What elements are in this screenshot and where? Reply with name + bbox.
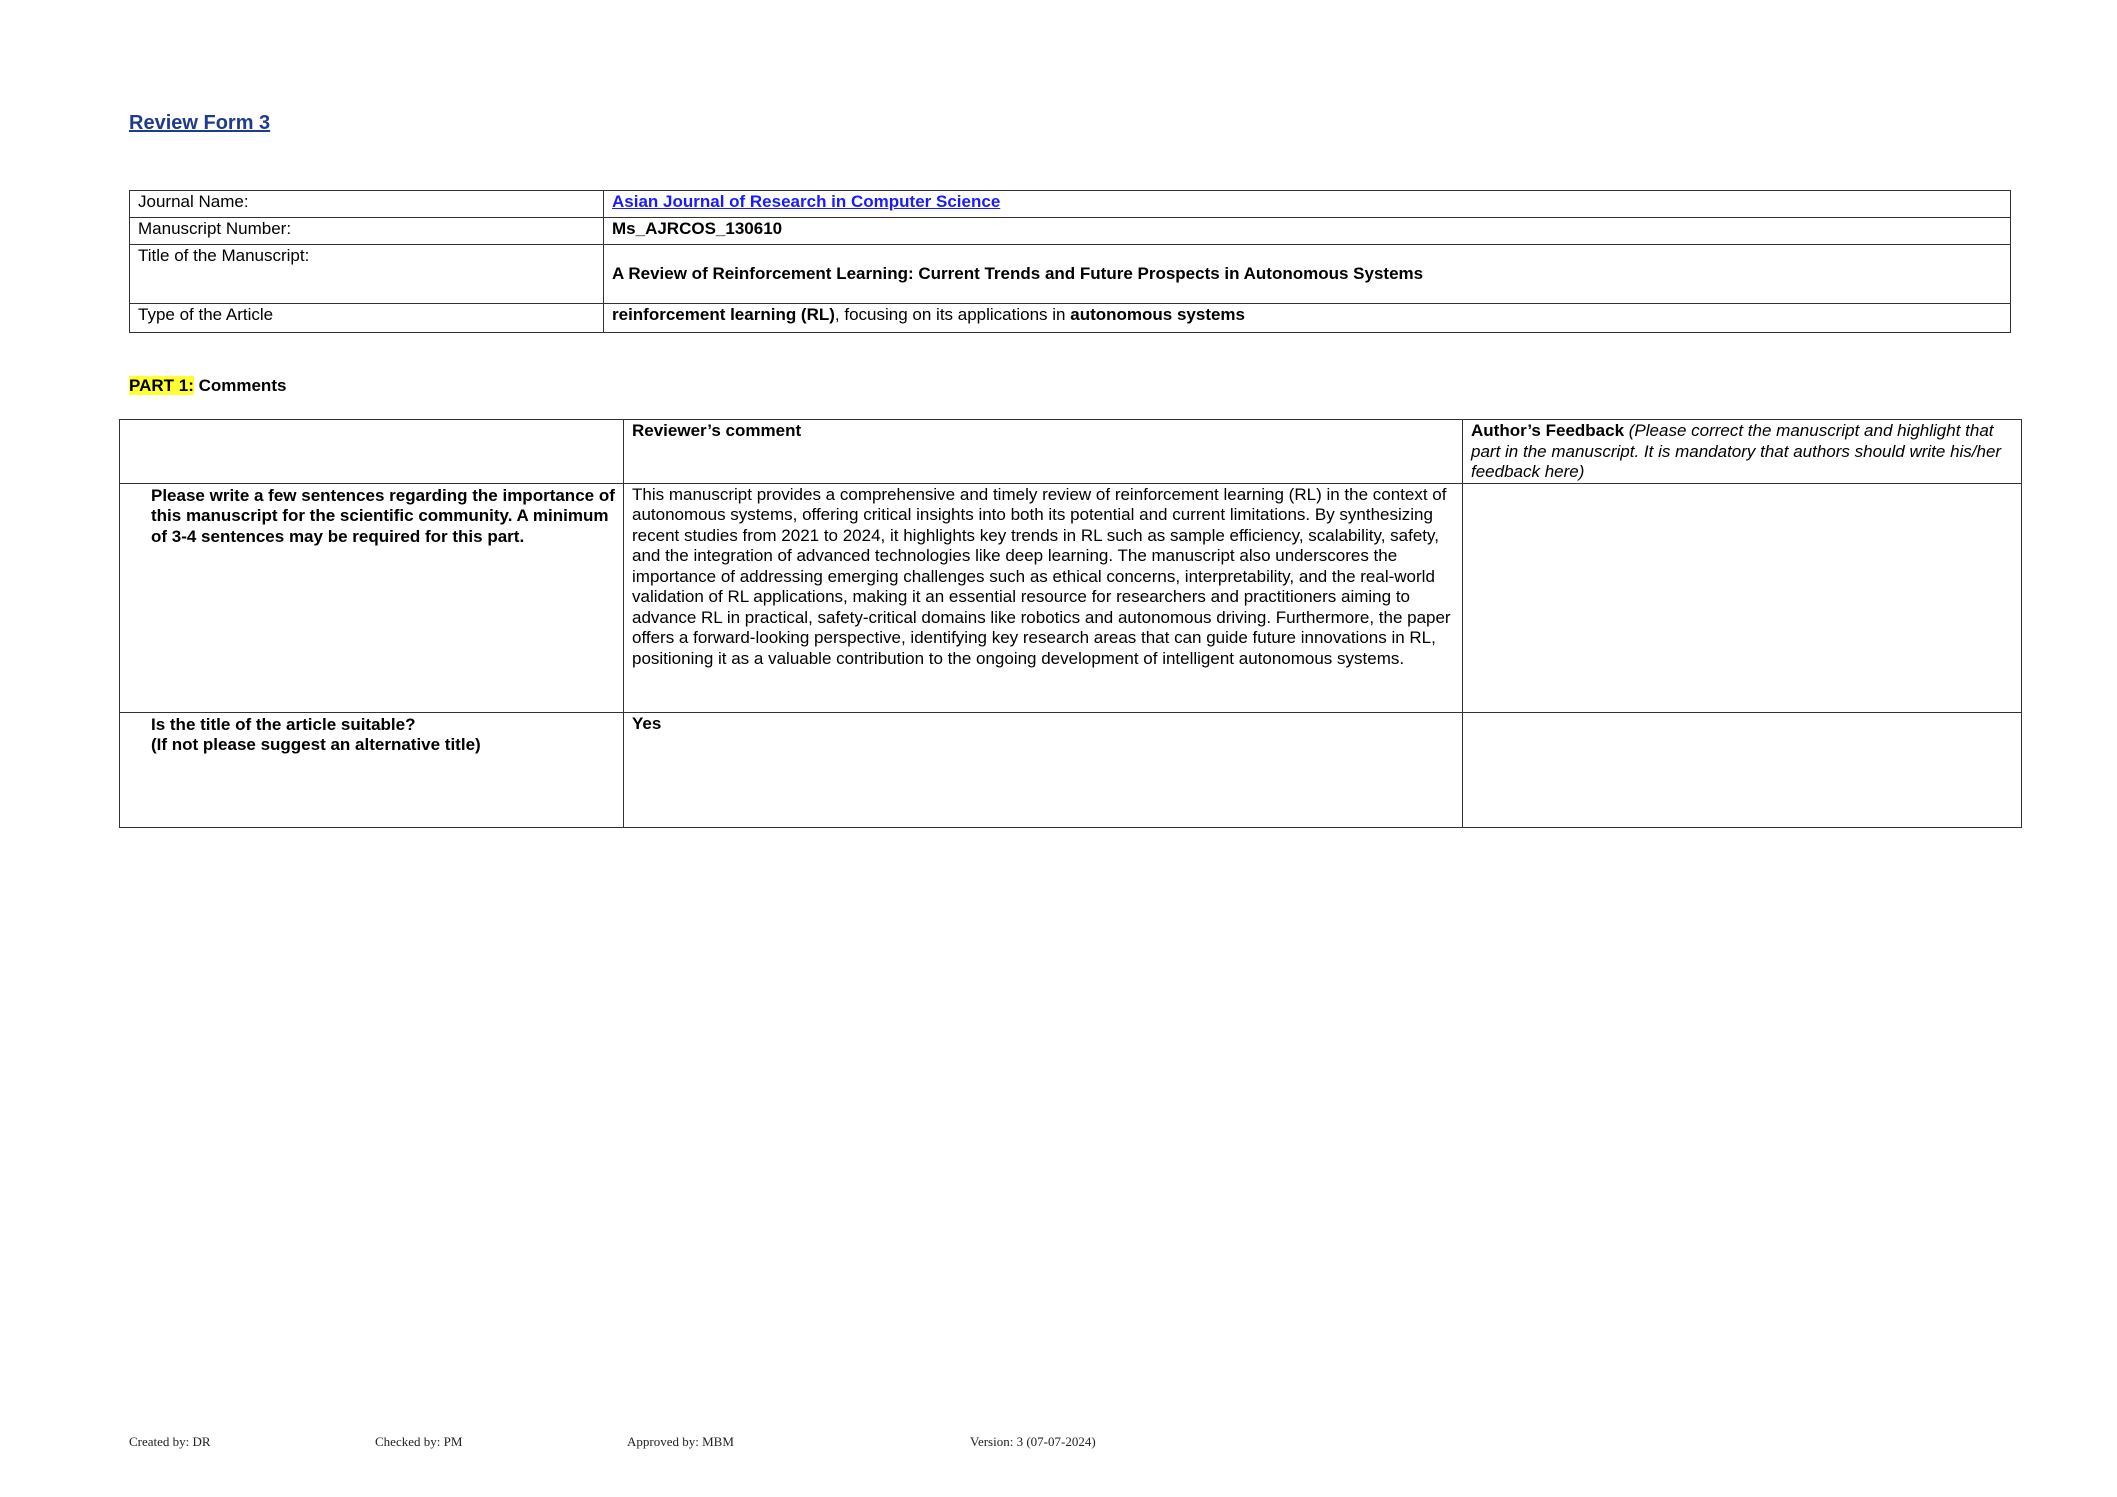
title-question-line2: (If not please suggest an alternative title) — [151, 735, 481, 754]
author-feedback-header-instructions: (Please correct the manuscript and highlight that part in the manuscript. It is mandatory that authors should write his/her feedback here) — [1471, 421, 2002, 481]
part1-highlight: PART 1: — [129, 376, 194, 395]
manuscript-title-label: Title of the Manuscript: — [130, 245, 604, 304]
form-title: Review Form 3 — [129, 112, 271, 134]
comments-header-row — [120, 420, 2022, 484]
journal-link[interactable]: Asian Journal of Research in Computer Science — [612, 192, 1001, 211]
manuscript-number-label: Manuscript Number: — [130, 218, 604, 245]
author-feedback-header-bold: Author’s Feedback — [1471, 421, 1625, 440]
importance-comment: This manuscript provides a comprehensive and timely review of reinforcement learning (RL) in the context of autonomous systems, offering critical insights into both its potential and current limitations. By synthesizing recent studies from 2021 to 2024, it highlights key trends in RL such as sample efficiency, scalability, safety, and the integration of advanced technologies like deep learning. The manuscript also underscores the importance of addressing emerging challenges such as ethical concerns, interpretability, and the real-world validation of RL applications, making it an essential resource for researchers and practitioners aiming to advance RL in practical, safety-critical domains like robotics and autonomous driving. Furthermore, the paper offers a forward-looking perspective, identifying key research areas that can guide future innovations in RL, positioning it as a valuable contribution to the ongoing development of intelligent autonomous systems. — [624, 483, 1463, 712]
footer-checked: Checked by: PM — [375, 1434, 463, 1449]
manuscript-number-row — [130, 218, 2011, 245]
importance-feedback[interactable] — [1463, 483, 2022, 712]
manuscript-title-value: A Review of Reinforcement Learning: Current Trends and Future Prospects in Autonomous Systems — [604, 245, 2011, 304]
footer-approved: Approved by: MBM — [627, 1434, 734, 1449]
part1-heading — [129, 376, 286, 396]
manuscript-info-table — [129, 190, 2011, 333]
manuscript-number-value: Ms_AJRCOS_130610 — [604, 218, 2011, 245]
footer-created: Created by: DR — [129, 1434, 211, 1449]
article-type-normal: , focusing on its applications in — [834, 305, 1071, 324]
manuscript-title-row — [130, 245, 2011, 304]
journal-row — [130, 191, 2011, 218]
article-type-label: Type of the Article — [130, 304, 604, 333]
journal-value-cell — [604, 191, 2011, 218]
importance-row — [120, 483, 2022, 712]
footer-version: Version: 3 (07-07-2024) — [970, 1434, 1096, 1449]
title-question-line1: Is the title of the article suitable? — [151, 714, 416, 734]
importance-question: Please write a few sentences regarding the importance of this manuscript for the scientific community. A minimum of 3-4 sentences may be required for this part. — [120, 483, 624, 712]
author-feedback-header — [1463, 420, 2022, 484]
article-type-value — [604, 304, 2011, 333]
title-comment: Yes — [624, 712, 1463, 827]
article-type-bold-1: reinforcement learning (RL) — [612, 305, 835, 324]
article-type-bold-2: autonomous systems — [1070, 305, 1245, 324]
blank-header-cell — [120, 420, 624, 484]
journal-label: Journal Name: — [130, 191, 604, 218]
title-suitability-row — [120, 712, 2022, 827]
title-feedback[interactable] — [1463, 712, 2022, 827]
reviewer-comment-header: Reviewer’s comment — [624, 420, 1463, 484]
part1-label: Comments — [193, 376, 287, 395]
comments-table — [119, 419, 2022, 828]
article-type-row — [130, 304, 2011, 333]
title-question — [120, 712, 624, 827]
